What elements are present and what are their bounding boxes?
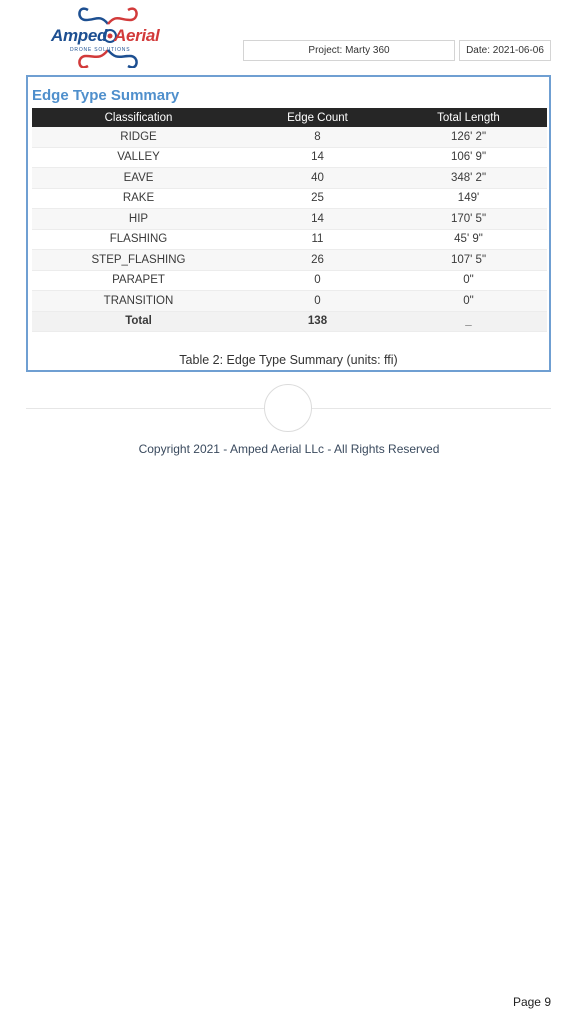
copyright-text: Copyright 2021 - Amped Aerial LLc - All Rights Reserved xyxy=(138,442,440,456)
cell-total-length: 170' 5" xyxy=(390,209,547,230)
cell-classification: STEP_FLASHING xyxy=(32,250,245,271)
cell-classification: RIDGE xyxy=(32,127,245,147)
company-logo xyxy=(48,6,168,68)
cell-edge-count: 11 xyxy=(245,229,390,250)
table-row xyxy=(32,270,547,291)
cell-classification: EAVE xyxy=(32,168,245,189)
section-title: Edge Type Summary xyxy=(32,87,180,104)
header-classification: Classification xyxy=(32,108,245,127)
table-row xyxy=(32,168,547,189)
cell-classification: TRANSITION xyxy=(32,291,245,312)
divider-circle xyxy=(264,384,312,432)
logo-tagline: DRONE SOLUTIONS xyxy=(70,47,131,53)
total-label: Total xyxy=(32,311,245,332)
cell-total-length: 106' 9" xyxy=(390,147,547,168)
cell-edge-count: 0 xyxy=(245,291,390,312)
total-edge-count: 138 xyxy=(245,311,390,332)
table-row xyxy=(32,250,547,271)
cell-edge-count: 25 xyxy=(245,188,390,209)
cell-classification: RAKE xyxy=(32,188,245,209)
table-row xyxy=(32,229,547,250)
header-edge-count: Edge Count xyxy=(245,108,390,127)
total-length: _ xyxy=(390,311,547,332)
edge-summary-panel xyxy=(26,75,551,372)
cell-total-length: 149' xyxy=(390,188,547,209)
header-total-length: Total Length xyxy=(390,108,547,127)
cell-classification: PARAPET xyxy=(32,270,245,291)
cell-classification: HIP xyxy=(32,209,245,230)
date-label: Date: 2021-06-06 xyxy=(459,40,551,61)
cell-edge-count: 8 xyxy=(245,127,390,147)
cell-edge-count: 0 xyxy=(245,270,390,291)
table-total-row xyxy=(32,311,547,332)
cell-total-length: 0" xyxy=(390,291,547,312)
table-row xyxy=(32,127,547,147)
page-number: Page 9 xyxy=(512,995,551,1009)
cell-edge-count: 14 xyxy=(245,147,390,168)
table-header-row xyxy=(32,108,547,127)
cell-total-length: 107' 5" xyxy=(390,250,547,271)
cell-total-length: 348' 2" xyxy=(390,168,547,189)
table-row xyxy=(32,291,547,312)
table-row xyxy=(32,209,547,230)
cell-edge-count: 26 xyxy=(245,250,390,271)
logo-word-aerial: Aerial xyxy=(114,26,160,45)
cell-edge-count: 14 xyxy=(245,209,390,230)
cell-total-length: 126' 2" xyxy=(390,127,547,147)
cell-classification: VALLEY xyxy=(32,147,245,168)
table-caption: Table 2: Edge Type Summary (units: ffi) xyxy=(179,353,398,367)
table-row xyxy=(32,188,547,209)
table-row xyxy=(32,147,547,168)
cell-edge-count: 40 xyxy=(245,168,390,189)
cell-total-length: 45' 9" xyxy=(390,229,547,250)
edge-summary-table xyxy=(32,108,547,332)
logo-word-amped: Amped xyxy=(51,26,108,45)
cell-classification: FLASHING xyxy=(32,229,245,250)
project-label: Project: Marty 360 xyxy=(243,40,455,61)
cell-total-length: 0" xyxy=(390,270,547,291)
